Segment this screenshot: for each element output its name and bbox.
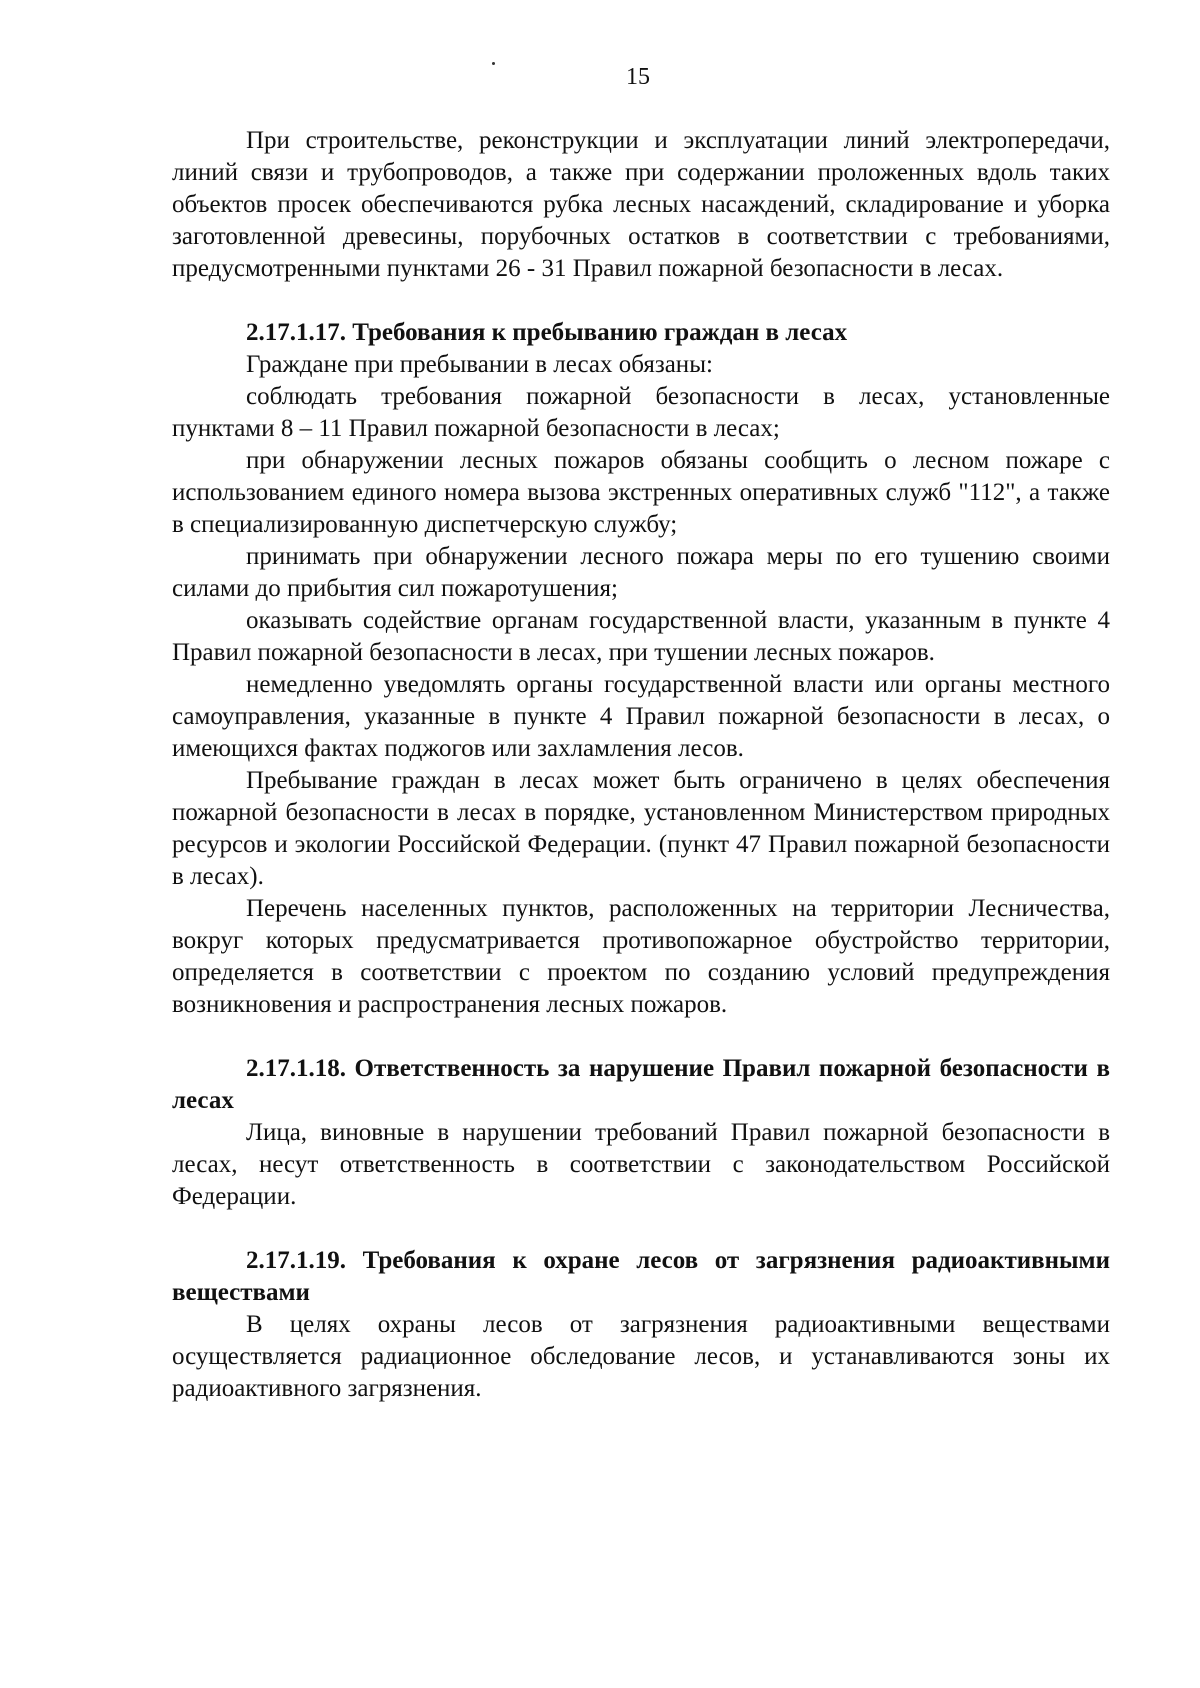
paragraph: В целях охраны лесов от загрязнения радиоактивными веществами осуществляется радиационное обследование лесов, и устанавливаются зоны их радиоактивного загрязнения. <box>172 1311 1110 1402</box>
section-heading: 2.17.1.19. Требования к охране лесов от загрязнения радиоактивными веществами <box>172 1247 1110 1306</box>
paragraph: немедленно уведомлять органы государственной власти или органы местного самоуправления, указанные в пункте 4 Правил пожарной безопасности в лесах, о имеющихся фактах поджогов или захламления лесов. <box>172 671 1110 762</box>
paragraph: Лица, виновные в нарушении требований Правил пожарной безопасности в лесах, несут ответственность в соответствии с законодательством Российской Федерации. <box>172 1119 1110 1210</box>
page-number: 15 <box>626 64 650 90</box>
section-gap <box>172 285 1110 317</box>
document-body <box>172 125 1110 1405</box>
paragraph: Пребывание граждан в лесах может быть ограничено в целях обеспечения пожарной безопасности в лесах в порядке, установленном Министерством природных ресурсов и экологии Российской Федерации. (пункт 47 Правил пожарной безопасности в лесах). <box>172 767 1110 890</box>
paragraph: Граждане при пребывании в лесах обязаны: <box>246 351 713 378</box>
paragraph: при обнаружении лесных пожаров обязаны сообщить о лесном пожаре с использованием единого номера вызова экстренных оперативных служб "112", а также в специализированную диспетчерскую службу; <box>172 447 1110 538</box>
section-gap <box>172 1213 1110 1245</box>
section-gap <box>172 1021 1110 1053</box>
section-heading: 2.17.1.18. Ответственность за нарушение Правил пожарной безопасности в лесах <box>172 1055 1110 1114</box>
paragraph: соблюдать требования пожарной безопасности в лесах, установленные пунктами 8 – 11 Правил пожарной безопасности в лесах; <box>172 383 1110 442</box>
paragraph: При строительстве, реконструкции и эксплуатации линий электропередачи, линий связи и трубопроводов, а также при содержании проложенных вдоль таких объектов просек обеспечиваются рубка лесных насаждений, складирование и уборка заготовленной древесины, порубочных остатков в соответствии с требованиями, предусмотренными пунктами 26 - 31 Правил пожарной безопасности в лесах. <box>172 127 1110 282</box>
paragraph: оказывать содействие органам государственной власти, указанным в пункте 4 Правил пожарной безопасности в лесах, при тушении лесных пожаров. <box>172 607 1110 666</box>
paragraph: принимать при обнаружении лесного пожара меры по его тушению своими силами до прибытия сил пожаротушения; <box>172 543 1110 602</box>
paragraph: Перечень населенных пунктов, расположенных на территории Лесничества, вокруг которых предусматривается противопожарное обустройство территории, определяется в соответствии с проектом по созданию условий предупреждения возникновения и распространения лесных пожаров. <box>172 895 1110 1018</box>
section-heading: 2.17.1.17. Требования к пребыванию граждан в лесах <box>246 319 848 346</box>
